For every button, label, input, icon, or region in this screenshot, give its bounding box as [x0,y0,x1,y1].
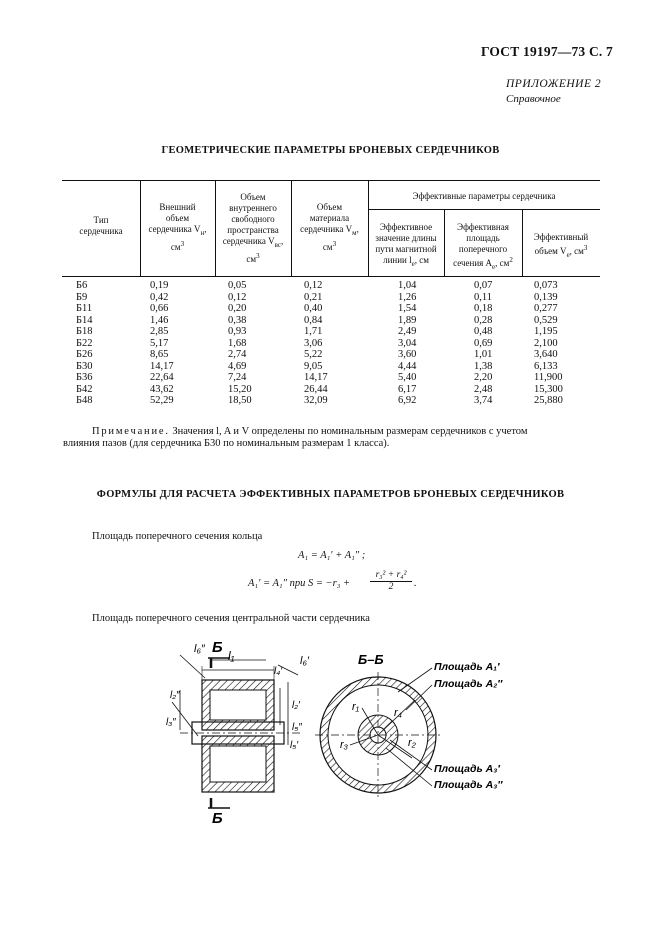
section-title: Б–Б [358,652,384,667]
parameters-table [62,180,600,414]
table-cell: 2,49 [398,326,417,337]
header-material-volume: Объем материала сердечника $V_м$, $см^3$ [300,202,359,252]
table-cell: 0,11 [474,291,492,303]
table-cell: 18,50 [228,395,252,406]
header-effective-group: Эффективные параметры сердечника [412,191,556,201]
table-cell: 0,40 [304,303,323,314]
table-cell: 2,74 [228,349,247,360]
formula-1: A₁ = A₁′ + A₁″ ; [298,550,366,561]
table-cell: Б26 [76,349,93,360]
dim-l4-single: l₄′ [274,666,283,677]
table-cell: 0,28 [474,314,493,326]
table-cell: Б11 [76,303,93,314]
radius-r2: r₂ [408,737,416,749]
formula-2: A₁′ = A₁″ при S = −r₃ + [248,578,351,589]
header-external-volume: Внешний объем сердечника $V_н$, $см^3$ [148,202,207,252]
table-cell: 0,69 [474,337,493,349]
table-cell: 32,09 [304,395,328,406]
table-cell: 25,880 [534,395,563,406]
table-cell: Б22 [76,337,93,349]
note-line2: влияния пазов (для сердечника Б30 по номинальным размерам 1 класса). [63,438,390,449]
table-cell: 0,07 [474,280,493,291]
table-cell: 0,42 [150,291,169,303]
column-type [76,280,93,407]
dim-l2-double: l₂″ [170,690,180,701]
dim-l5-single: l₅′ [290,740,299,751]
paragraph-center-area: Площадь поперечного сечения центральной части сердечника [92,613,370,624]
section-mark-top: Б [212,639,223,656]
section-mark-bottom: Б [212,810,223,827]
table-cell: 0,20 [228,303,247,314]
section-title-geometric: ГЕОМЕТРИЧЕСКИЕ ПАРАМЕТРЫ БРОНЕВЫХ СЕРДЕЧНИКОВ [161,145,500,156]
table-cell: 1,04 [398,280,417,291]
core-drawing [150,630,520,830]
table-cell: 26,44 [304,383,328,395]
table-cell: 0,48 [474,326,493,337]
table-cell: 0,93 [228,326,247,337]
table-cell: 15,20 [228,383,252,395]
header-eff-area: Эффективная площадь поперечного сечения $A_e$, $см^2$ [453,222,513,271]
header-eff-volume: Эффективный объем $V_e$, $см^3$ [533,232,589,259]
table-cell: 5,22 [304,349,323,360]
table-cell: Б6 [76,280,88,291]
table-cell: 43,62 [150,383,174,395]
column-eff-volume [534,280,563,407]
formula-2-fraction: $\frac{\text{r₃² + r₄²}}{2}$ [370,570,412,592]
table-cell: 0,05 [228,280,247,291]
appendix-title: ПРИЛОЖЕНИЕ 2 [506,78,602,90]
table-cell: 14,17 [304,372,328,383]
table-cell: 15,300 [534,383,563,395]
table-cell: 0,66 [150,303,169,314]
table-cell: 7,24 [228,372,247,383]
header-internal-volume: Объем внутреннего свободного пространства сердечника $V_{вс}$, $см^3$ [222,192,284,264]
table-cell: 8,65 [150,349,169,360]
page-header: ГОСТ 19197—73 С. 7 [480,44,613,59]
table-cell: 1,89 [398,314,417,326]
table-cell: 1,68 [228,337,247,349]
header-eff-length: Эффективное значение длины пути магнитной линии $l_e$, см [375,222,437,268]
table-cell: 3,640 [534,349,558,360]
dim-l5-double: l₅″ [292,722,302,733]
dim-l6-single: l₆′ [300,655,309,667]
table-cell: 0,18 [474,303,493,314]
column-external-volume [150,280,174,407]
table-cell: Б30 [76,360,93,372]
table-cell: 1,38 [474,360,493,372]
table-cell: 9,05 [304,360,323,372]
area-label-a3-double: Площадь A₃″ [434,779,503,791]
note-line1: Значения l, A и V определены по номинальным размерам сердечников с учетом [172,426,528,437]
table-cell: 52,29 [150,395,174,406]
note-label: Примечание. [92,426,170,437]
table-cell: Б18 [76,326,93,337]
area-label-a3-prime: Площадь A₃′ [434,763,500,775]
section-title-formulas: ФОРМУЛЫ ДЛЯ РАСЧЕТА ЭФФЕКТИВНЫХ ПАРАМЕТРОВ БРОНЕВЫХ СЕРДЕЧНИКОВ [96,489,565,500]
table-cell: 1,54 [398,303,417,314]
table-cell: 1,46 [150,314,169,326]
table-cell: 0,19 [150,280,169,291]
table-cell: 0,277 [534,303,558,314]
table-cell: 0,21 [304,291,323,303]
header-type: Тип сердечника [79,215,123,236]
table-cell: 2,100 [534,337,558,349]
area-label-a1-prime: Площадь A₁′ [434,661,500,673]
radius-r1: r₁ [352,701,360,713]
table-cell: Б48 [76,395,93,406]
table-cell: 1,71 [304,326,323,337]
table-cell: Б14 [76,314,93,326]
column-material-volume [304,280,328,407]
table-cell: 2,48 [474,383,493,395]
table-cell: 6,17 [398,383,417,395]
dim-l3-double: l₃″ [166,717,176,728]
table-cell: Б9 [76,291,88,303]
table-cell: 0,073 [534,280,558,291]
formula-2-end: . [414,578,417,589]
table-cell: 4,44 [398,360,417,372]
column-eff-area [474,280,492,407]
table-cell: 3,04 [398,337,417,349]
table-cell: 1,26 [398,291,417,303]
dim-l2-single: l₂′ [292,700,300,711]
table-cell: 1,01 [474,349,493,360]
table-cell: 6,92 [398,395,417,406]
table-cell: 0,12 [228,291,247,303]
table-cell: 5,17 [150,337,169,349]
table-cell: 22,64 [150,372,174,383]
table-cell: 2,85 [150,326,169,337]
table-cell: 5,40 [398,372,417,383]
radius-r3: r₃ [340,739,349,751]
table-cell: 3,06 [304,337,323,349]
column-internal-volume [228,280,252,407]
table-cell: 4,69 [228,360,247,372]
table-cell: 6,133 [534,360,558,372]
appendix-kind: Справочное [506,93,561,105]
table-cell: 0,12 [304,280,323,291]
table-cell: 0,38 [228,314,247,326]
table-cell: 2,20 [474,372,493,383]
table-cell: 3,60 [398,349,417,360]
table-cell: 14,17 [150,360,174,372]
table-cell: 1,195 [534,326,558,337]
table-cell: 0,139 [534,291,558,303]
table-cell: 11,900 [534,372,563,383]
table-cell: Б36 [76,372,93,383]
area-label-a2-double: Площадь A₂″ [434,678,503,690]
dim-l1: l₁ [228,649,235,663]
table-cell: Б42 [76,383,93,395]
table-cell: 0,84 [304,314,323,326]
table-cell: 0,529 [534,314,558,326]
dim-l6-double: l₆″ [194,643,205,655]
paragraph-ring-area: Площадь поперечного сечения кольца [92,531,263,542]
radius-r4: r₄ [394,707,403,719]
table-note [92,424,602,439]
column-eff-length [398,280,416,407]
table-cell: 3,74 [474,395,493,406]
